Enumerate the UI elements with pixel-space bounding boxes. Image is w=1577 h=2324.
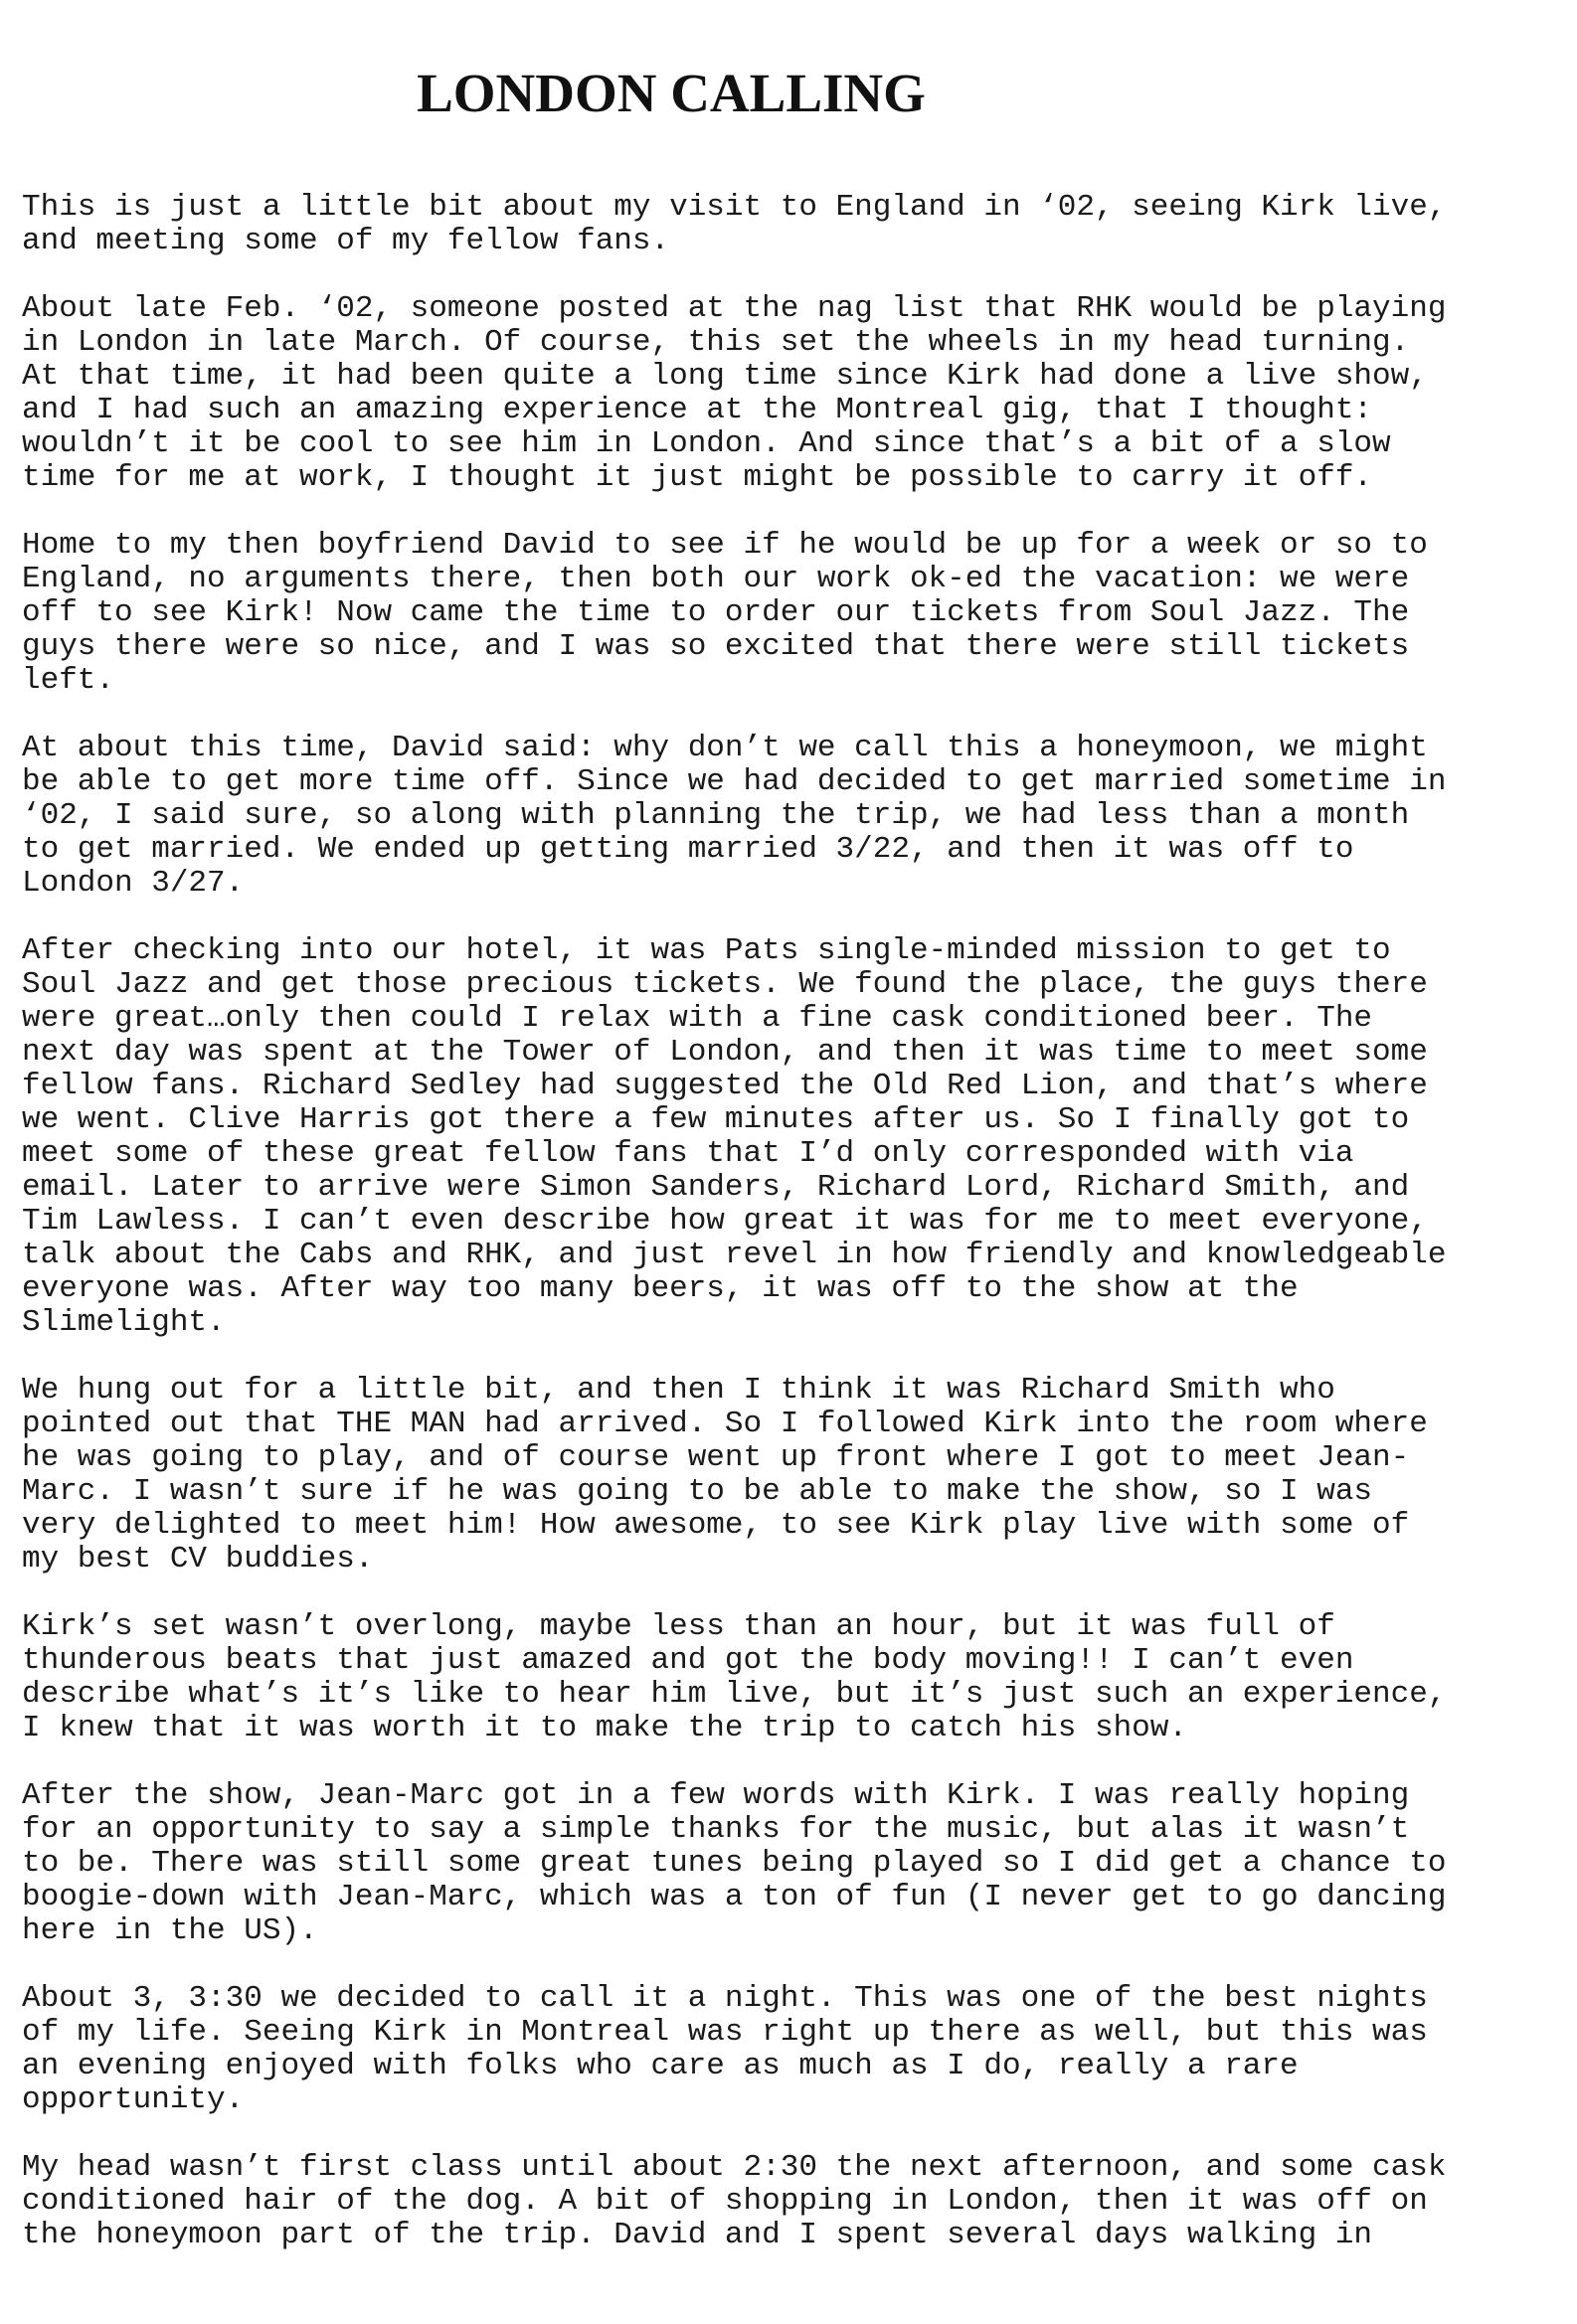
text-line: pointed out that THE MAN had arrived. So I followed Kirk into the room where — [22, 1407, 1428, 1441]
text-line: everyone was. After way too many beers, it was off to the show at the — [22, 1271, 1299, 1306]
text-line: London 3/27. — [22, 866, 245, 901]
paragraph — [22, 1374, 1563, 1577]
paragraph — [22, 191, 1563, 258]
text-line: in London in late March. Of course, this set the wheels in my head turning. — [22, 325, 1410, 360]
text-line: time for me at work, I thought it just might be possible to carry it off. — [22, 460, 1373, 495]
text-line: describe what’s it’s like to hear him live, but it’s just such an experience, — [22, 1677, 1447, 1712]
text-line: This is just a little bit about my visit to England in ‘02, seeing Kirk live, — [22, 190, 1447, 225]
text-line: wouldn’t it be cool to see him in London. And since that’s a bit of a slow — [22, 426, 1391, 461]
text-line: At that time, it had been quite a long time since Kirk had done a live show, — [22, 359, 1428, 394]
text-line: Marc. I wasn’t sure if he was going to be able to make the show, so I was — [22, 1474, 1373, 1509]
text-line: off to see Kirk! Now came the time to order our tickets from Soul Jazz. The — [22, 595, 1410, 630]
text-line: meet some of these great fellow fans that I’d only corresponded with via — [22, 1136, 1354, 1171]
text-line: boogie-down with Jean-Marc, which was a ton of fun (I never get to go dancing — [22, 1880, 1447, 1914]
text-line: guys there were so nice, and I was so excited that there were still tickets — [22, 629, 1410, 664]
text-line: to get married. We ended up getting married 3/22, and then it was off to — [22, 832, 1354, 867]
text-line: my best CV buddies. — [22, 1542, 374, 1577]
text-line: an evening enjoyed with folks who care as much as I do, really a rare — [22, 2049, 1299, 2083]
text-line: he was going to play, and of course went up front where I got to meet Jean- — [22, 1440, 1410, 1475]
text-line: After the show, Jean-Marc got in a few words with Kirk. I was really hoping — [22, 1778, 1410, 1813]
text-line: Kirk’s set wasn’t overlong, maybe less than an hour, but it was full of — [22, 1609, 1335, 1644]
text-line: here in the US). — [22, 1913, 318, 1948]
text-line: Slimelight. — [22, 1305, 226, 1340]
text-line: we went. Clive Harris got there a few minutes after us. So I finally got to — [22, 1102, 1410, 1137]
text-line: and I had such an amazing experience at the Montreal gig, that I thought: — [22, 393, 1373, 427]
text-line: were great…only then could I relax with a fine cask conditioned beer. The — [22, 1001, 1373, 1036]
paragraph — [22, 1779, 1563, 1948]
paragraph — [22, 732, 1563, 901]
text-line: I knew that it was worth it to make the trip to catch his show. — [22, 1711, 1187, 1745]
text-line: left. — [22, 663, 115, 698]
document-body — [22, 191, 1563, 2286]
document-title: LONDON CALLING — [417, 63, 926, 123]
text-line: next day was spent at the Tower of London, and then it was time to meet some — [22, 1035, 1428, 1070]
paragraph — [22, 292, 1563, 495]
text-line: very delighted to meet him! How awesome, to see Kirk play live with some of — [22, 1508, 1410, 1543]
text-line: opportunity. — [22, 2082, 245, 2117]
text-line: About late Feb. ‘02, someone posted at the nag list that RHK would be playing — [22, 291, 1447, 326]
paragraph — [22, 1982, 1563, 2117]
text-line: England, no arguments there, then both our work ok-ed the vacation: we were — [22, 562, 1410, 596]
text-line: About 3, 3:30 we decided to call it a night. This was one of the best nights — [22, 1981, 1428, 2016]
paragraph — [22, 934, 1563, 1340]
text-line: conditioned hair of the dog. A bit of shopping in London, then it was off on — [22, 2184, 1428, 2219]
text-line: of my life. Seeing Kirk in Montreal was right up there as well, but this was — [22, 2015, 1428, 2050]
text-line: talk about the Cabs and RHK, and just revel in how friendly and knowledgeable — [22, 1238, 1447, 1272]
paragraph — [22, 529, 1563, 698]
text-line: to be. There was still some great tunes being played so I did get a chance to — [22, 1846, 1447, 1881]
text-line: My head wasn’t first class until about 2:30 the next afternoon, and some cask — [22, 2150, 1447, 2185]
text-line: and meeting some of my fellow fans. — [22, 224, 670, 258]
text-line: thunderous beats that just amazed and got the body moving!! I can’t even — [22, 1643, 1354, 1678]
paragraph — [22, 1610, 1563, 1745]
text-line: fellow fans. Richard Sedley had suggested the Old Red Lion, and that’s where — [22, 1069, 1428, 1103]
text-line: At about this time, David said: why don’t we call this a honeymoon, we might — [22, 731, 1428, 765]
text-line: Home to my then boyfriend David to see if he would be up for a week or so to — [22, 528, 1428, 563]
paragraph — [22, 2151, 1563, 2252]
text-line: the honeymoon part of the trip. David and I spent several days walking in — [22, 2218, 1373, 2252]
text-line: We hung out for a little bit, and then I think it was Richard Smith who — [22, 1373, 1335, 1408]
text-line: email. Later to arrive were Simon Sanders, Richard Lord, Richard Smith, and — [22, 1170, 1410, 1205]
text-line: Tim Lawless. I can’t even describe how great it was for me to meet everyone, — [22, 1204, 1428, 1239]
text-line: Soul Jazz and get those precious tickets. We found the place, the guys there — [22, 967, 1428, 1002]
text-line: ‘02, I said sure, so along with planning the trip, we had less than a month — [22, 798, 1410, 833]
text-line: be able to get more time off. Since we had decided to get married sometime in — [22, 764, 1447, 799]
text-line: After checking into our hotel, it was Pats single-minded mission to get to — [22, 933, 1391, 968]
text-line: for an opportunity to say a simple thanks for the music, but alas it wasn’t — [22, 1812, 1410, 1847]
